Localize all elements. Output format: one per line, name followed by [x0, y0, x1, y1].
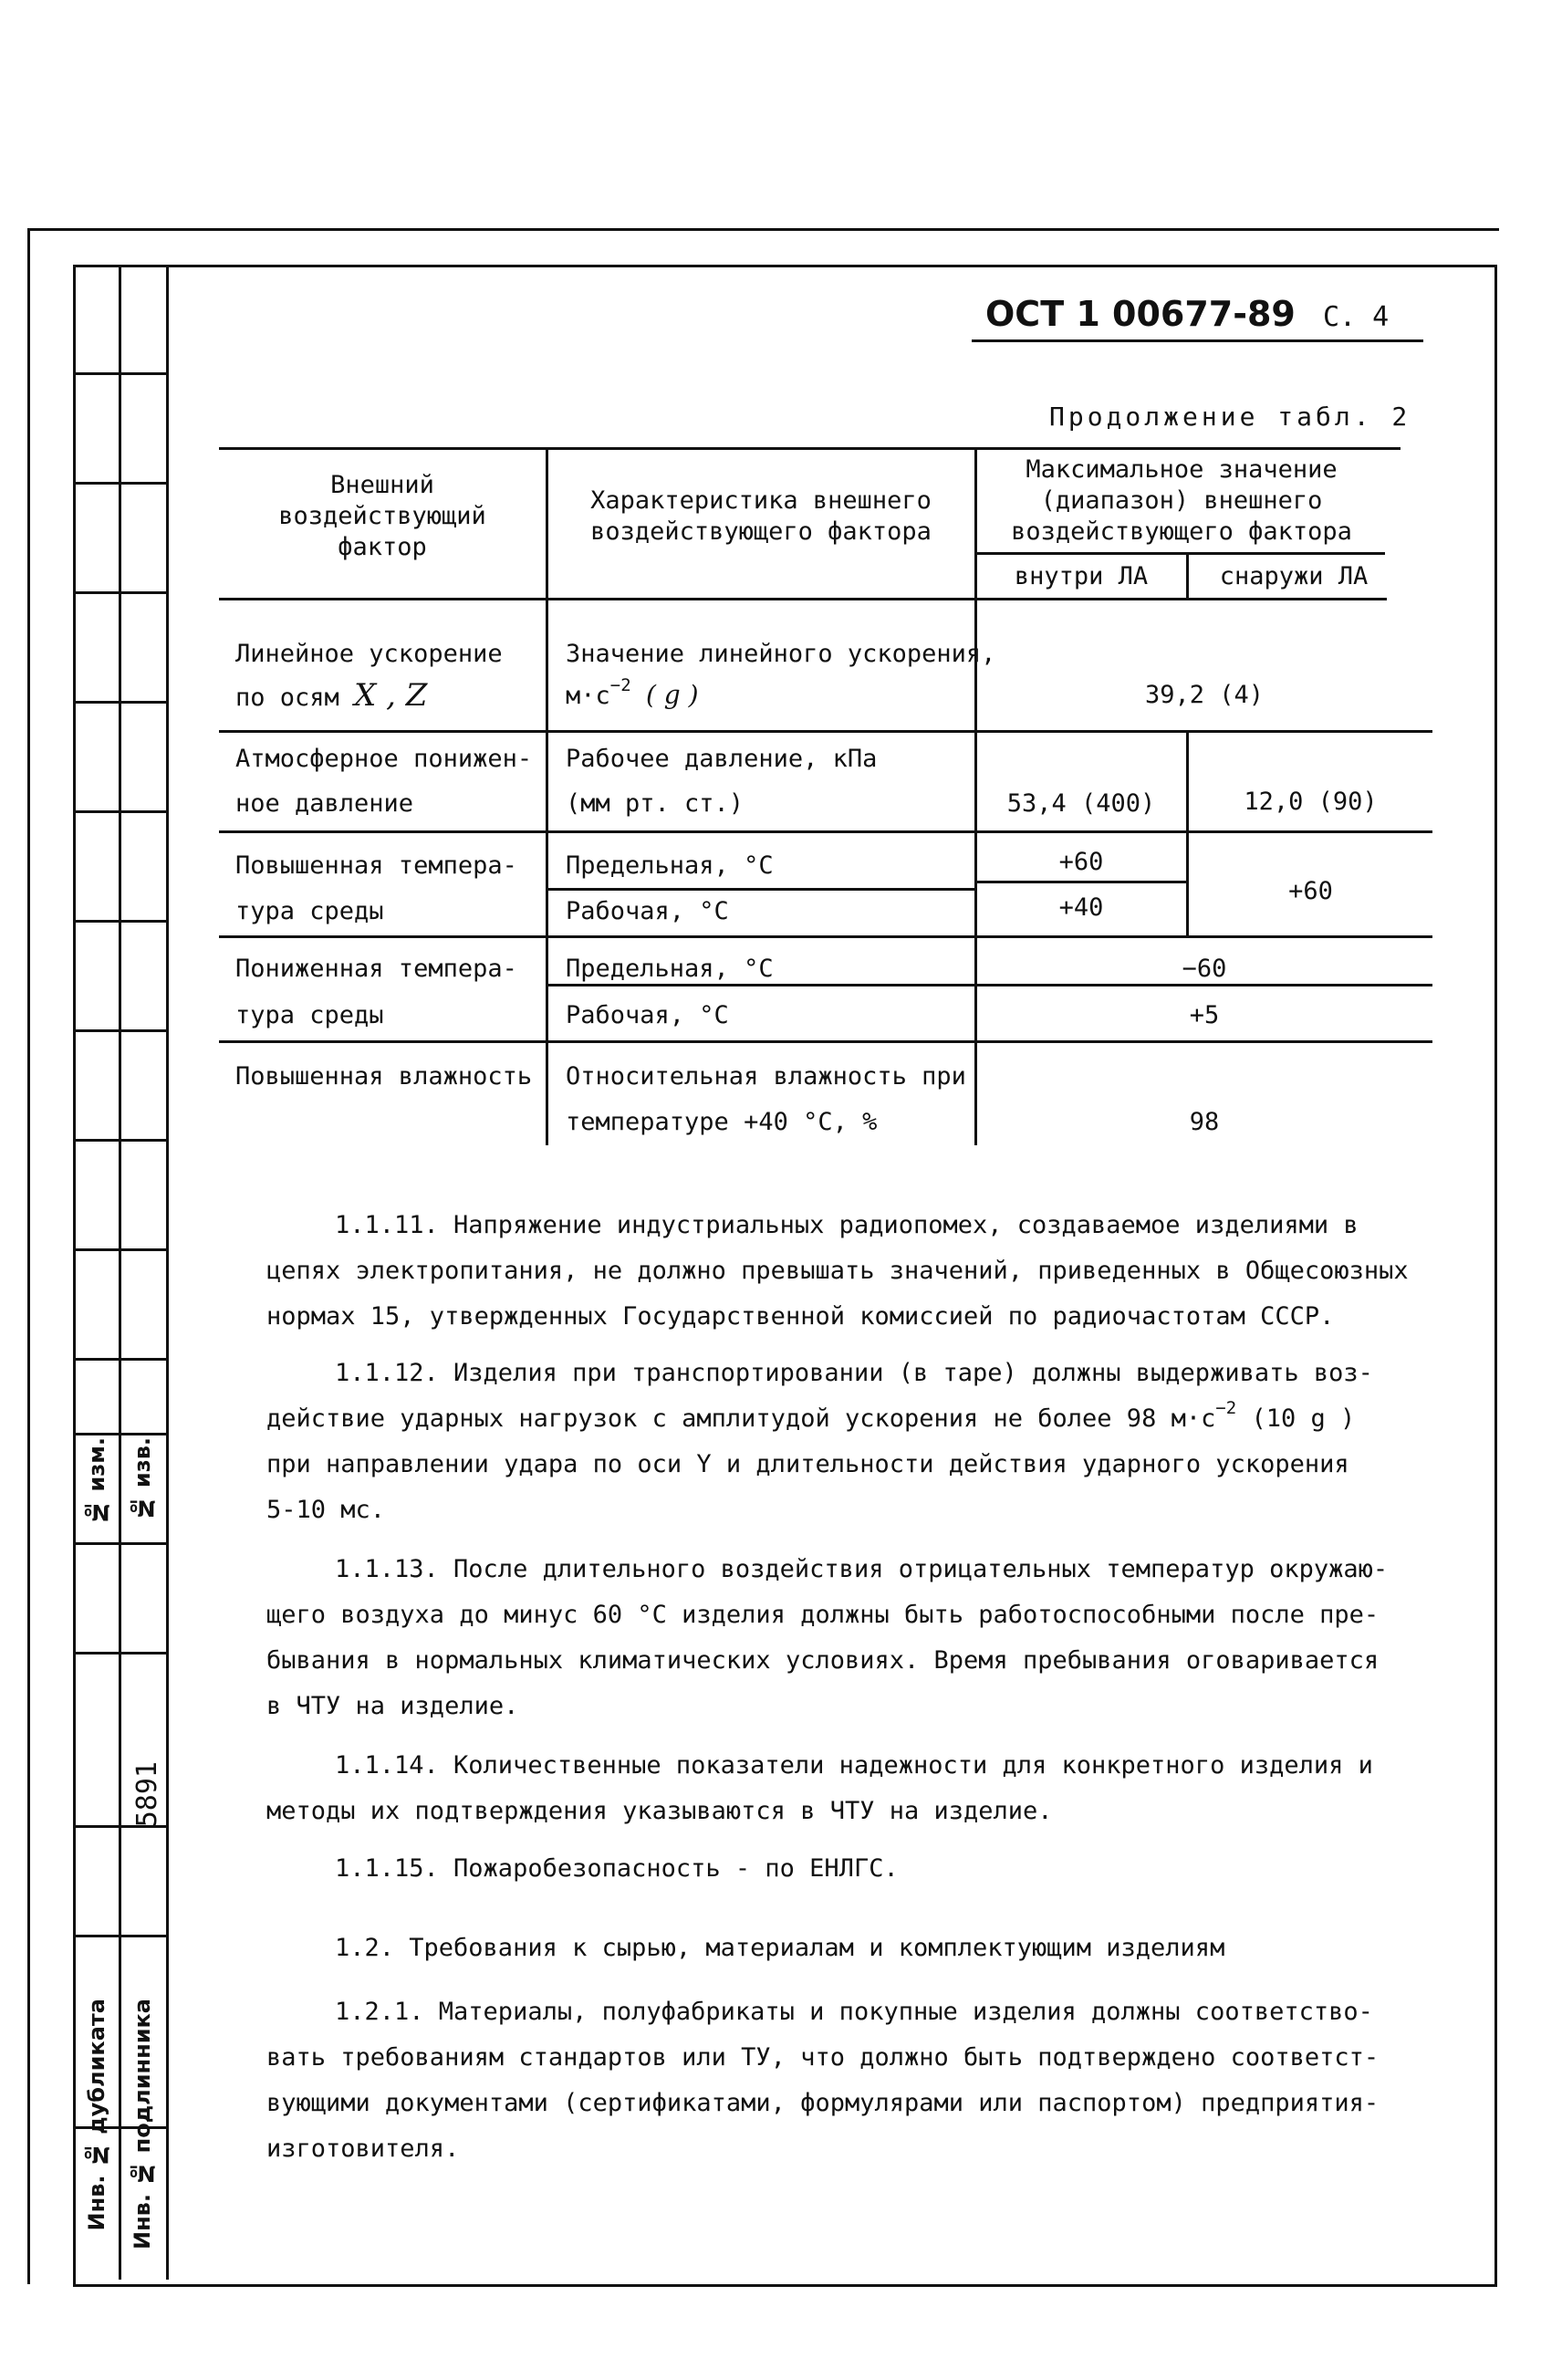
high-temp-char-limit: Предельная, °С [566, 851, 774, 880]
humidity-value: 98 [1189, 1108, 1220, 1136]
low-temp-factor-line1: Пониженная темпера- [235, 955, 517, 983]
pressure-char-line1: Рабочее давление, кПа [566, 745, 878, 773]
pressure-char-line2: (мм рт. ст.) [566, 789, 745, 818]
sidebar-dubl-label: Инв. № дубликата [84, 1999, 109, 2231]
low-temp-work: +5 [1189, 1001, 1220, 1029]
accel-value: 39,2 (4) [1144, 681, 1265, 709]
low-temp-factor-line2: тура среды [235, 1001, 384, 1029]
high-temp-inside-limit: +60 [1058, 848, 1104, 876]
sidebar-inventory-number: 5891 [131, 1761, 163, 1828]
humidity-factor: Повышенная влажность [235, 1062, 533, 1091]
high-temp-factor-line1: Повышенная темпера- [235, 851, 517, 880]
header-rule [972, 339, 1423, 342]
accel-axes: X , Z [354, 677, 428, 714]
low-temp-char-work: Рабочая, °С [566, 1001, 729, 1029]
high-temp-char-work: Рабочая, °С [566, 897, 729, 925]
pressure-inside: 53,4 (400) [1006, 789, 1156, 818]
paragraph-1-1-15: 1.1.15. Пожаробезопасность - по ЕНЛГС. [335, 1854, 899, 1883]
head-outside: снаружи ЛА [1219, 562, 1369, 590]
pressure-factor-line2: ное давление [235, 789, 414, 818]
page-number: С. 4 [1323, 301, 1390, 333]
head-inside: внутри ЛА [1014, 562, 1149, 590]
accel-char-line1: Значение линейного ускорения, [566, 640, 996, 668]
low-temp-char-limit: Предельная, °С [566, 955, 774, 983]
sidebar-izm-label: № изм. [84, 1437, 109, 1525]
document-code: ОСТ 1 00677-89 [985, 294, 1296, 334]
head-factor: Внешний воздействующий фактор [278, 471, 486, 561]
table-continuation-label: Продолжение табл. 2 [1049, 402, 1411, 432]
paragraph-1-1-13: 1.1.13. После длительного воздействия отрицательных температур окружаю- щего воздуха до минус 60 °С изделия должны быть работоспособными после пре- бывания в нормальных климатических условиях. Время пребывания оговаривается в ЧТУ на изделие. [266, 1555, 1389, 1720]
sidebar-podl-label: Инв. № подлинника [130, 1999, 155, 2250]
head-max-value: Максимальное значение (диапазон) внешнего воздействующего фактора [1011, 455, 1352, 546]
humidity-char-line2: температуре +40 °С, % [566, 1108, 878, 1136]
sidebar-izv-label: № изв. [130, 1437, 155, 1521]
high-temp-factor-line2: тура среды [235, 897, 384, 925]
paragraph-1-2-1: 1.2.1. Материалы, полуфабрикаты и покупные изделия должны соответство- вать требованиям стандартов или ТУ, что должно быть подтверждено соответст- вующими документами (сертификатами, формулярами или паспортом) предприятия- изготовителя. [266, 1998, 1380, 2163]
paragraph-1-1-12: 1.1.12. Изделия при транспортировании (в таре) должны выдерживать воз- действие ударных нагрузок с амплитудой ускорения не более 98 $м\cdot с^{-2}$ (10 g ) при направлении удара по оси Y и длительности действия ударного ускорения 5-10 мс. [266, 1359, 1373, 1524]
high-temp-outside: +60 [1288, 877, 1333, 905]
section-heading-1-2: 1.2. Требования к сырью, материалам и комплектующим изделиям [335, 1934, 1225, 1962]
paragraph-1-1-14: 1.1.14. Количественные показатели надежности для конкретного изделия и методы их подтверждения указываются в ЧТУ на изделие. [266, 1751, 1373, 1825]
accel-char-line2: $м\cdot с^{-2}$ ( g ) [566, 675, 699, 710]
accel-factor-line2: по осям X , Z [235, 677, 428, 714]
pressure-factor-line1: Атмосферное понижен- [235, 745, 533, 773]
pressure-outside: 12,0 (90) [1244, 788, 1378, 816]
high-temp-inside-work: +40 [1058, 893, 1104, 922]
low-temp-limit: −60 [1182, 955, 1227, 983]
left-rail [75, 265, 166, 2280]
accel-factor-line1: Линейное ускорение [235, 640, 503, 668]
humidity-char-line1: Относительная влажность при [566, 1062, 966, 1091]
head-characteristic: Характеристика внешнего воздействующего фактора [590, 486, 932, 546]
paragraph-1-1-11: 1.1.11. Напряжение индустриальных радиопомех, создаваемое изделиями в цепях электропитания, не должно превышать значений, приведенных в Общесоюзных нормах 15, утвержденных Государственной комиссией по радиочастотам СССР. [266, 1211, 1409, 1331]
